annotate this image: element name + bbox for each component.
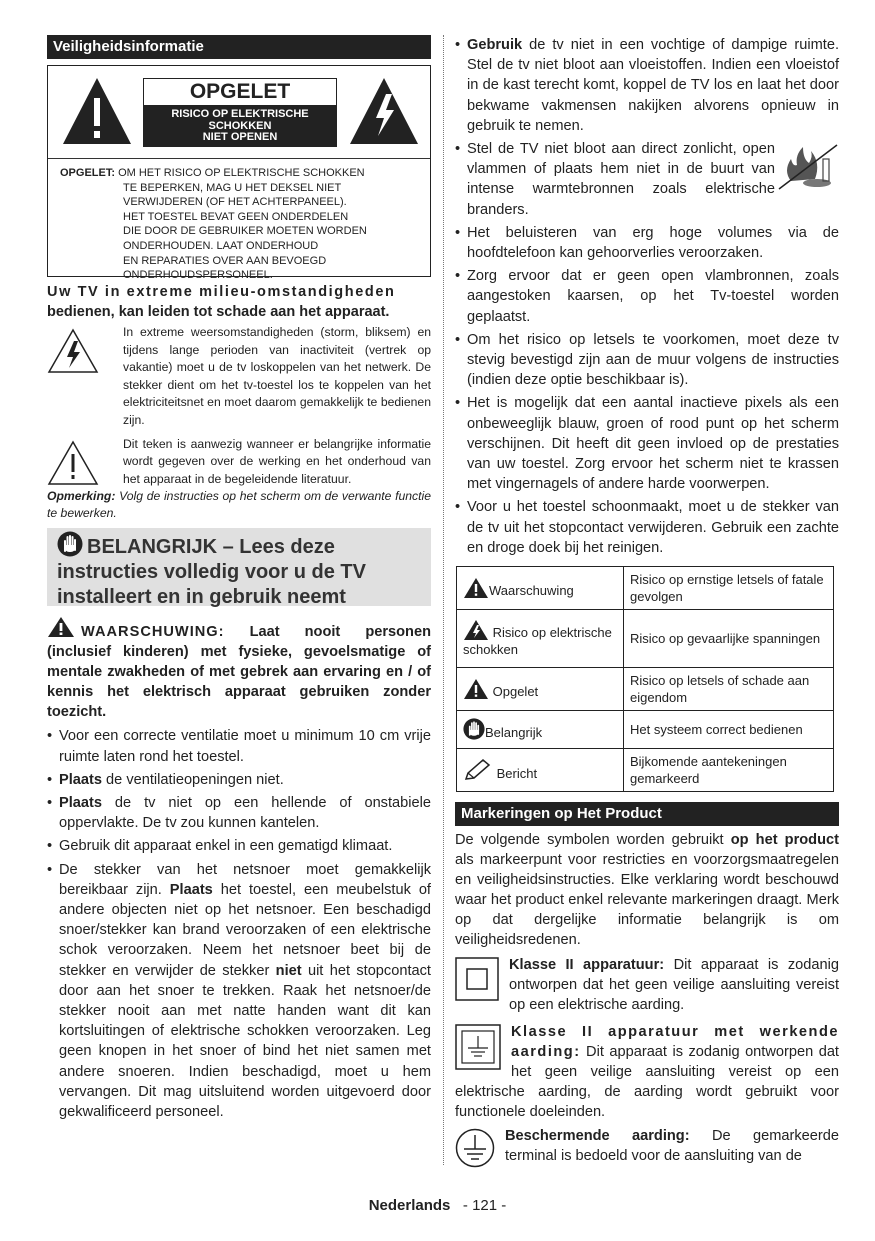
page-footer: Nederlands - 121 - xyxy=(368,1197,507,1214)
list-item: • Het is mogelijk dat een aantal inactieve pixels als een onbeweeglijk blauw, groen of rood punt op het scherm verschijnen. Dit heeft dit geen invloed op de prestaties van uw toestel. Zorg ervoor het scherm niet te krassen met vingernagels of andere harde voorwerpen. xyxy=(455,393,839,494)
list-item: • Voor een correcte ventilatie moet u minimum 10 cm vrije ruimte laten rond het toestel. xyxy=(47,726,431,766)
symbols-table xyxy=(456,566,834,792)
list-item: • Gebruik de tv niet in een vochtige of dampige ruimte. Stel de tv niet bloot aan vloeistoffen. Indien een vloeistof in de kast terecht komt, koppel de TV los en laat het door bekwame vakmensen nakijken alvorens opnieuw in gebruik te nemen. xyxy=(455,35,839,136)
class2-functional-earth-icon xyxy=(455,1024,501,1070)
class2-symbol-icon xyxy=(455,957,499,1001)
warning-triangle-icon xyxy=(47,616,75,638)
caution-box xyxy=(47,65,431,282)
protective-earth-icon xyxy=(455,1128,495,1168)
exclamation-triangle-outline-icon xyxy=(47,440,99,486)
warning-heading: WAARSCHUWING: Laat nooit personen (inclusief kinderen) met fysieke, gevoelsmatige of mentale zwakheden of met gebrek aan ervaring en / of kennis het elektrisch apparaat gebruiken zonder toezicht. xyxy=(47,616,431,722)
left-bullet-list xyxy=(47,726,431,1122)
list-item: • Voor u het toestel schoonmaakt, moet u de stekker van de tv uit het stopcontact verwijderen. Gebruik een zachte en droge doek bij het reinigen. xyxy=(455,497,839,558)
list-item: • Gebruik dit apparaat enkel in een gematigd klimaat. xyxy=(47,836,431,856)
list-item: • De stekker van het netsnoer moet gemakkelijk bereikbaar zijn. Plaats het toestel, een meubelstuk of andere objecten niet op het netsnoer. Een beschadigd snoer/stekker kan brand veroorzaken of een elektrische schok veroorzaken. Neem het netsnoer beet bij de stekker en verwijder de stekker niet uit het stopcontact door aan het snoer te trekken. Raak het netsnoer/de stekker nooit aan met natte handen want dit kan kortsluitingen of elektrische schokken veroorzaken. Leg geen knopen in het snoer of bind het niet samen met andere snoeren. Indien beschadigd, moet u hem vervangen. Dit mag uitsluitend worden uitgevoerd door gekwalificeerd personeel. xyxy=(47,860,431,1123)
important-banner: BELANGRIJK – Lees deze instructies volledig voor u de TV installeert en in gebruik neemt xyxy=(47,528,431,606)
no-fire-icon xyxy=(777,141,839,191)
warning-triangle-icon xyxy=(463,577,489,599)
lightning-triangle-outline-icon xyxy=(47,328,99,374)
lightning-paragraph: In extreme weersomstandigheden (storm, bliksem) en tijdens lange perioden van inactiviteit (vertrek op vakantie) moet u de tv loskoppelen van het netwerk. De stekker dient om het tv-toestel los te koppelen van het elektriciteitsnet en moet daarom gemakkelijk te bedienen zijn. xyxy=(47,324,431,430)
pencil-icon xyxy=(463,758,493,782)
right-column xyxy=(455,35,839,1170)
list-item: • Stel de TV niet bloot aan direct zonlicht, open vlammen of plaats hem niet in de buurt van intense warmtebronnen zoals elektrische branders. xyxy=(455,139,839,220)
list-item: • Plaats de tv niet op een hellende of onstabiele oppervlakte. De tv zou kunnen kantelen. xyxy=(47,793,431,833)
right-bullet-list xyxy=(455,35,839,558)
shock-triangle-icon xyxy=(463,619,489,641)
section-heading-safety: Veiligheidsinformatie xyxy=(47,35,431,59)
class2-paragraph: Klasse II apparatuur: Dit apparaat is zodanig ontworpen dat het geen veilige aansluiting vereist op een elektrische aarding. xyxy=(455,955,839,1015)
table-row: Waarschuwing Risico op ernstige letsels of fatale gevolgen xyxy=(457,567,834,610)
column-divider xyxy=(443,35,444,1165)
lightning-triangle-icon xyxy=(348,76,420,146)
markings-paragraph: De volgende symbolen worden gebruikt op het product als markeerpunt voor restricties en voorzorgsmaatregelen en veiligheidsinstructies. Elke verklaring wordt beschouwd waar het product enkel relevante markeringen draagt. Merk op dat dergelijke informatie belangrijk is om veiligheidsredenen. xyxy=(455,832,839,949)
list-item: • Zorg ervoor dat er geen open vlambronnen, zoals aangestoken kaarsen, op het Tv-toestel worden geplaatst. xyxy=(455,266,839,327)
class2-functional-earth-paragraph: Klasse II apparatuur met werkende aarding: Dit apparaat is zodanig ontworpen dat het geen veilige aansluiting vereist op een elektrische aarding, de aarding wordt gebruikt voor functionele doeleinden. xyxy=(455,1024,839,1121)
section-heading-markings: Markeringen op Het Product xyxy=(455,802,839,826)
note-text: Opmerking: Volg de instructies op het scherm om de verwante functie te bewerken. xyxy=(47,489,431,521)
table-row: Bericht Bijkomende aantekeningen gemarkeerd xyxy=(457,749,834,792)
table-row: Risico op elektrische schokken Risico op gevaarlijke spanningen xyxy=(457,610,834,668)
table-row: Opgelet Risico op letsels of schade aan eigendom xyxy=(457,668,834,711)
hand-stop-icon xyxy=(57,531,83,557)
caution-label: OPGELET RISICO OP ELEKTRISCHE SCHOKKEN NIET OPENEN xyxy=(143,78,337,147)
protective-earth-paragraph: Beschermende aarding: De gemarkeerde terminal is bedoeld voor de aansluiting van de xyxy=(455,1126,839,1166)
caution-text: OPGELET: OM HET RISICO OP ELEKTRISCHE SCHOKKEN TE BEPERKEN, MAG U HET DEKSEL NIET VERWIJDEREN (OF HET ACHTERPANEEL). HET TOESTEL BEVAT GEEN ONDERDELEN DIE DOOR DE GEBRUIKER MOETEN WORDEN ONDERHOUDEN. LAAT ONDERHOUD EN REPARATIES OVER AAN BEVOEGD ONDERHOUDSPERSONEEL. xyxy=(60,167,367,282)
list-item: • Het beluisteren van erg hoge volumes via de hoofdtelefoon kan gehoorverlies veroorzaken. xyxy=(455,223,839,263)
extreme-conditions-heading: Uw TV in extreme milieu-omstandigheden bedienen, kan leiden tot schade aan het apparaat. xyxy=(47,284,396,320)
warning-triangle-icon xyxy=(61,76,133,146)
exclamation-paragraph: Dit teken is aanwezig wanneer er belangrijke informatie wordt gegeven over de werking en het onderhoud van het apparaat in de begeleidende literatuur. xyxy=(47,436,431,489)
hand-stop-icon xyxy=(463,718,485,740)
caution-triangle-icon xyxy=(463,678,489,700)
list-item: • Plaats de ventilatieopeningen niet. xyxy=(47,770,431,790)
left-column xyxy=(47,35,431,1125)
list-item: • Om het risico op letsels te voorkomen, moet deze tv stevig bevestigd zijn aan de muur volgens de instructies (indien deze optie beschikbaar is). xyxy=(455,330,839,391)
table-row: Belangrijk Het systeem correct bedienen xyxy=(457,711,834,749)
